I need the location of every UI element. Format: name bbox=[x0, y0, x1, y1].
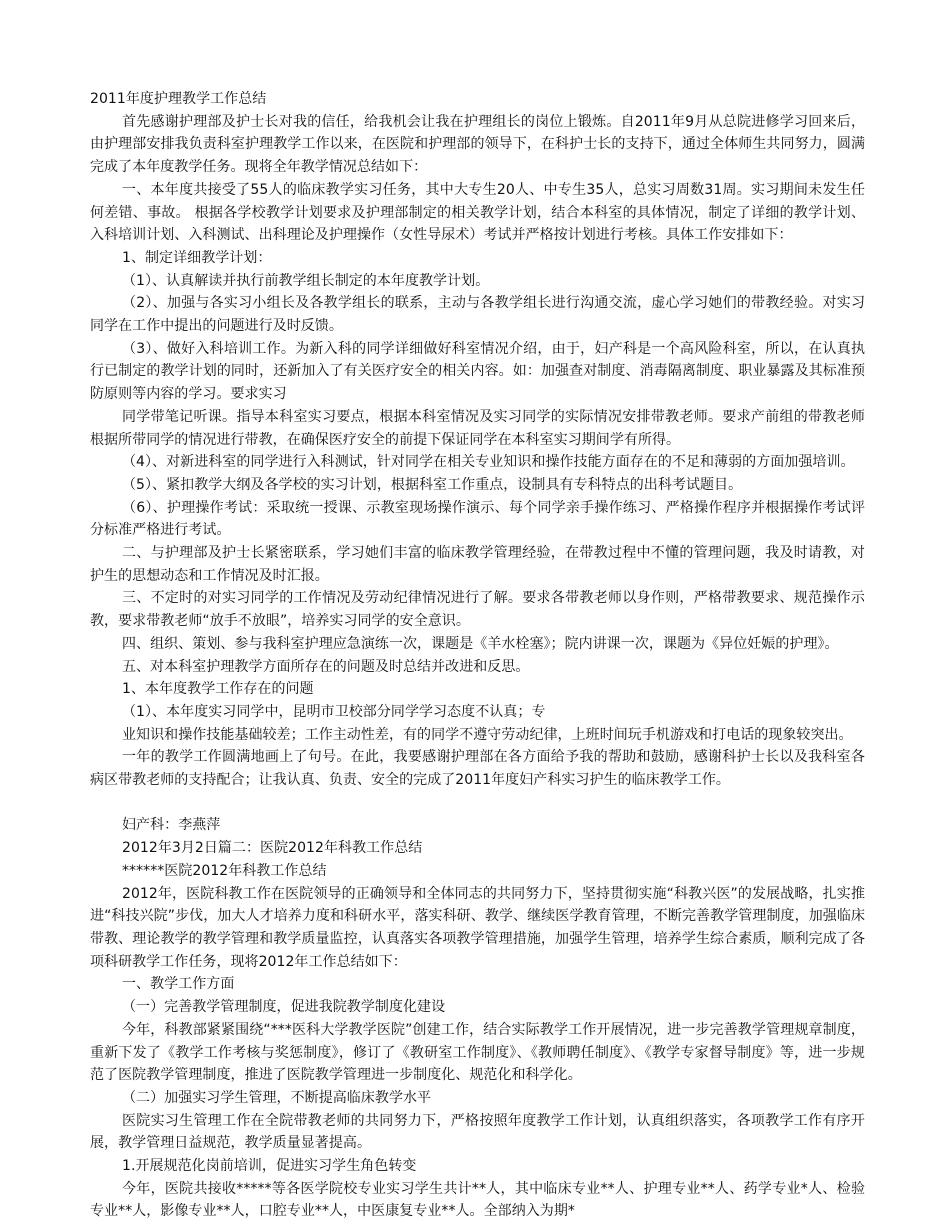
paragraph: 妇产科：李燕萍 bbox=[122, 817, 221, 834]
paragraph: 三、不定时的对实习同学的工作情况及劳动纪律情况进行了解。要求各带教老师以身作则，严格带教要求、规范操作示教，要求带教老师“放手不放眼”，培养实习同学的安全意识。 bbox=[90, 590, 865, 630]
paragraph: 2012年3月2日篇二：医院2012年科教工作总结 bbox=[122, 840, 423, 857]
paragraph: 同学带笔记听课。指导本科室实习要点，根据本科室情况及实习同学的实际情况安排带教老师。要求产前组的带教老师根据所带同学的情况进行带教，在确保医疗安全的前提下保证同学在本科室实习期间学有所得。 bbox=[90, 408, 865, 448]
paragraph: 四、组织、策划、参与我科室护理应急演练一次，课题是《羊水栓塞》；院内讲课一次，课题为《异位妊娠的护理》。 bbox=[122, 635, 839, 652]
paragraph: （2）、加强与各实习小组长及各教学组长的联系，主动与各教学组长进行沟通交流，虚心学习她们的带教经验。对实习同学在工作中提出的问题进行及时反馈。 bbox=[90, 295, 865, 335]
paragraph: ******医院2012年科教工作总结 bbox=[122, 862, 327, 879]
paragraph: （4）、对新进科室的同学进行入科测试，针对同学在相关专业知识和操作技能方面存在的不足和薄弱的方面加强培训。 bbox=[122, 454, 855, 471]
paragraph: 1.开展规范化岗前培训，促进实习学生角色转变 bbox=[122, 1158, 417, 1175]
paragraph: （1）、认真解读并执行前教学组长制定的本年度教学计划。 bbox=[122, 272, 490, 289]
paragraph: （5）、紧扣教学大纲及各学校的实习计划，根据科室工作重点，设制具有专科特点的出科考试题目。 bbox=[122, 476, 743, 493]
paragraph: （6）、护理操作考试：采取统一授课、示教室现场操作演示、每个同学亲手操作练习、严格操作程序并根据操作考试评分标准严格进行考试。 bbox=[90, 499, 865, 539]
paragraph: 1、制定详细教学计划： bbox=[122, 249, 272, 266]
paragraph: （1）、本年度实习同学中，昆明市卫校部分同学学习态度不认真；专 bbox=[122, 703, 546, 720]
paragraph: 二、与护理部及护士长紧密联系，学习她们丰富的临床教学管理经验，在带教过程中不懂的管理问题，我及时请教，对护生的思想动态和工作情况及时汇报。 bbox=[90, 545, 865, 584]
paragraph: 业知识和操作技能基础较差；工作主动性差，有的同学不遵守劳动纪律，上班时间玩手机游戏和打电话的现象较突出。 bbox=[122, 726, 853, 743]
paragraph: 一、本年度共接受了55人的临床教学实习任务，其中大专生20人、中专生35人，总实习周数31周。实习期间未发生任何差错、事故。 根据各学校教学计划要求及护理部制定的相关教学计划，结合本科室的具体情况，制定了详细的教学计划、入科培训计划、入科测试、出科理论及护理操作（女性导尿术）考试并严格按计划进行考核。具体工作安排如下： bbox=[90, 181, 865, 244]
paragraph: 首先感谢护理部及护士长对我的信任，给我机会让我在护理组长的岗位上锻炼。自2011年9月从总院进修学习回来后，由护理部安排我负责科室护理教学工作以来，在医院和护理部的领导下，在科护士长的支持下，通过全体师生共同努力，圆满完成了本年度教学任务。现将全年教学情况总结如下： bbox=[90, 113, 865, 176]
paragraph: 2012年，医院科教工作在医院领导的正确领导和全体同志的共同努力下，坚持贯彻实施“科教兴医”的发展战略，扎实推进“科技兴院”步伐，加大人才培养力度和科研水平，落实科研、教学、继续医学教育管理，不断完善教学管理制度，加强临床带教、理论教学的教学管理和教学质量监控，认真落实各项教学管理措施，加强学生管理，培养学生综合素质，顺利完成了各项科研教学工作任务，现将2012年工作总结如下： bbox=[90, 885, 865, 970]
paragraph: 1、本年度教学工作存在的问题 bbox=[122, 681, 314, 698]
paragraph: 一、教学工作方面 bbox=[122, 976, 235, 993]
paragraph: 2011年度护理教学工作总结 bbox=[90, 91, 267, 107]
paragraph: 今年，科教部紧紧围绕“***医科大学教学医院”创建工作，结合实际教学工作开展情况，进一步完善教学管理规章制度，重新下发了《教学工作考核与奖惩制度》，修订了《教研室工作制度》、《教师聘任制度》、《教学专家督导制度》等，进一步规范了医院教学管理制度，推进了医院教学管理进一步制度化、规范化和科学化。 bbox=[90, 1021, 865, 1084]
blank-line bbox=[90, 792, 865, 815]
paragraph: 今年，医院共接收*****等各医学院校专业实习学生共计**人，其中临床专业**人、护理专业**人、药学专业*人、检验专业**人，影像专业**人，口腔专业**人，中医康复专业**人。全部纳入为期* bbox=[90, 1180, 865, 1220]
paragraph: （二）加强实习学生管理，不断提高临床教学水平 bbox=[122, 1089, 432, 1106]
document-body bbox=[90, 88, 865, 1223]
paragraph: （一）完善教学管理制度，促进我院教学制度化建设 bbox=[122, 999, 446, 1016]
paragraph: （3）、做好入科培训工作。为新入科的同学详细做好科室情况介绍，由于，妇产科是一个高风险科室，所以，在认真执行已制定的教学计划的同时，还新加入了有关医疗安全的相关内容。如：加强查对制度、消毒隔离制度、职业暴露及其标准预防原则等内容的学习。要求实习 bbox=[90, 340, 865, 403]
paragraph: 五、对本科室护理教学方面所存在的问题及时总结并改进和反思。 bbox=[122, 658, 530, 675]
paragraph: 一年的教学工作圆满地画上了句号。在此，我要感谢护理部在各方面给予我的帮助和鼓励，感谢科护士长以及我科室各病区带教老师的支持配合；让我认真、负责、安全的完成了2011年度妇产科实习护生的临床教学工作。 bbox=[90, 749, 865, 789]
paragraph: 医院实习生管理工作在全院带教老师的共同努力下，严格按照年度教学工作计划，认真组织落实，各项教学工作有序开展，教学管理日益规范，教学质量显著提高。 bbox=[90, 1112, 865, 1152]
